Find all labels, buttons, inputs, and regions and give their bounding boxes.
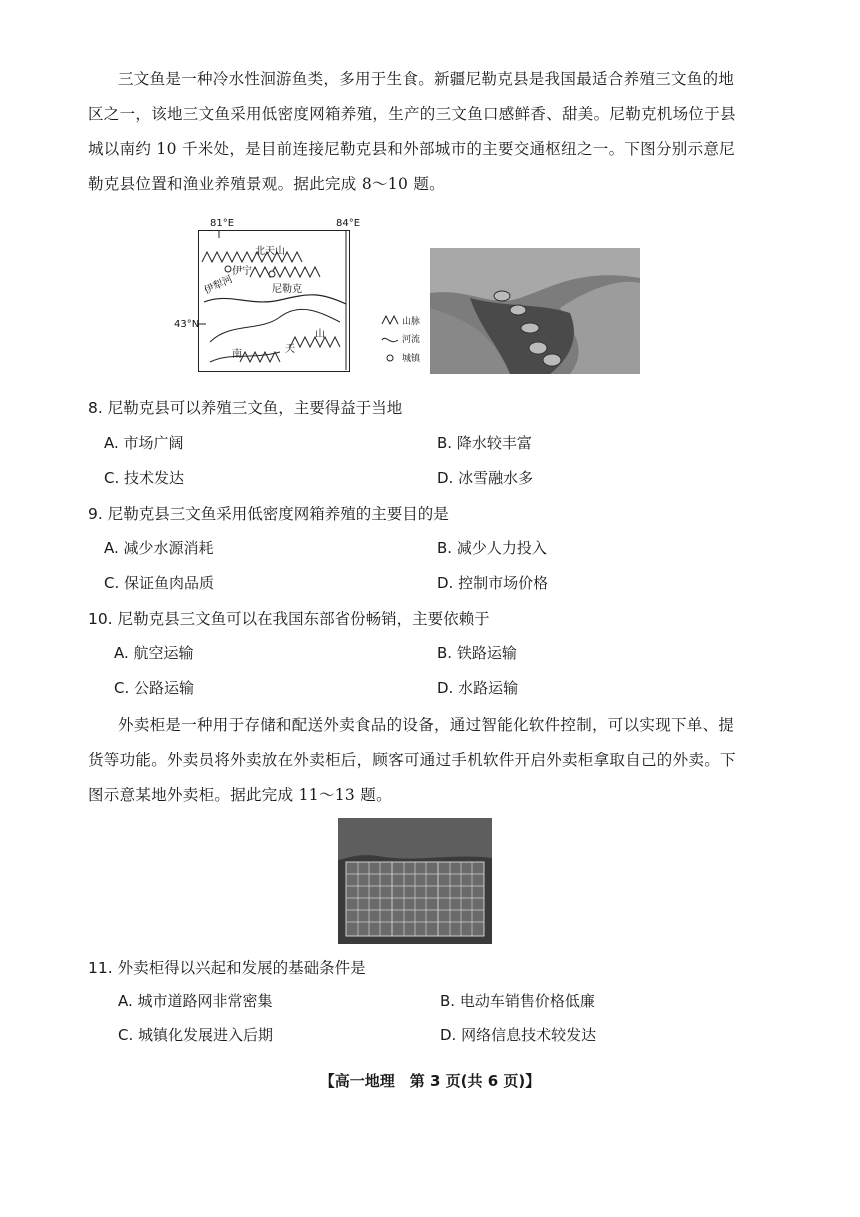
q11-option-d[interactable]: D. 网络信息技术较发达 — [440, 1026, 597, 1044]
nileke-map-svg — [170, 212, 430, 382]
q8-option-a[interactable]: A. 市场广阔 — [104, 434, 184, 452]
legend-mountain-label: 山脉 — [402, 317, 421, 327]
q8-option-d[interactable]: D. 冰雪融水多 — [437, 469, 534, 487]
question-9-stem: 9. 尼勒克县三文鱼采用低密度网箱养殖的主要目的是 — [88, 505, 449, 523]
q10-option-a[interactable]: A. 航空运输 — [114, 644, 194, 662]
nan-label: 南 — [232, 349, 242, 360]
question-10-stem: 10. 尼勒克县三文鱼可以在我国东部省份畅销，主要依赖于 — [88, 610, 490, 628]
q9-option-c[interactable]: C. 保证鱼肉品质 — [104, 574, 215, 592]
q9-option-a[interactable]: A. 减少水源消耗 — [104, 539, 214, 557]
aquaculture-landscape-photo — [430, 248, 640, 374]
shan-label: 山 — [315, 329, 325, 340]
legend-river-label: 河流 — [402, 335, 421, 345]
lon-81-label: 81°E — [210, 218, 235, 229]
legend-town-label: 城镇 — [402, 354, 421, 364]
question-8-stem: 8. 尼勒克县可以养殖三文鱼，主要得益于当地 — [88, 399, 403, 417]
q11-option-a[interactable]: A. 城市道路网非常密集 — [118, 992, 273, 1010]
lon-84-label: 84°E — [336, 218, 361, 229]
q8-option-c[interactable]: C. 技术发达 — [104, 469, 185, 487]
legend-river-icon — [382, 338, 398, 341]
beitianshan-label: 北天山 — [255, 246, 285, 257]
q10-option-d[interactable]: D. 水路运输 — [437, 679, 519, 697]
nileke-label: 尼勒克 — [272, 284, 302, 295]
legend-mountain-icon — [382, 316, 398, 324]
yining-town-icon — [225, 266, 231, 272]
q11-option-b[interactable]: B. 电动车销售价格低廉 — [440, 992, 595, 1010]
north-tianshan-mountains — [202, 252, 302, 262]
q8-option-b[interactable]: B. 降水较丰富 — [437, 434, 532, 452]
q9-option-b[interactable]: B. 减少人力投入 — [437, 539, 547, 557]
intro-passage-salmon: 三文鱼是一种冷水性洄游鱼类，多用于生食。新疆尼勒克县是我国最适合养殖三文鱼的地区之一，该地三文鱼采用低密度网箱养殖，生产的三文鱼口感鲜香、甜美。尼勒克机场位于县城以南约 10 千米处，是目前连接尼勒克县和外部城市的主要交通枢纽之一。下图分别示意尼勒克县位置和渔业养殖景观。据此完成 8～10 题。 — [88, 70, 736, 193]
delivery-locker-photo — [338, 818, 492, 944]
legend-town-icon — [387, 355, 393, 361]
yining-label: 伊宁 — [232, 266, 252, 277]
q9-option-d[interactable]: D. 控制市场价格 — [437, 574, 549, 592]
q10-option-b[interactable]: B. 铁路运输 — [437, 644, 517, 662]
page-footer: 【高一地理 第 3 页(共 6 页)】 — [319, 1072, 541, 1090]
intro-passage-delivery-locker: 外卖柜是一种用于存储和配送外卖食品的设备，通过智能化软件控制，可以实现下单、提货等功能。外卖员将外卖放在外卖柜后，顾客可通过手机软件开启外卖柜拿取自己的外卖。下图示意某地外卖柜。据此完成 11～13 题。 — [88, 716, 736, 804]
tian-label: 天 — [285, 344, 295, 355]
q10-option-c[interactable]: C. 公路运输 — [114, 679, 195, 697]
yili-river — [204, 295, 346, 304]
lat-43-label: 43°N — [174, 319, 200, 330]
question-11-stem: 11. 外卖柜得以兴起和发展的基础条件是 — [88, 959, 366, 977]
yili-river-label: 伊犁河 — [202, 274, 235, 297]
q11-option-c[interactable]: C. 城镇化发展进入后期 — [118, 1026, 274, 1044]
nileke-town-icon — [269, 271, 275, 277]
